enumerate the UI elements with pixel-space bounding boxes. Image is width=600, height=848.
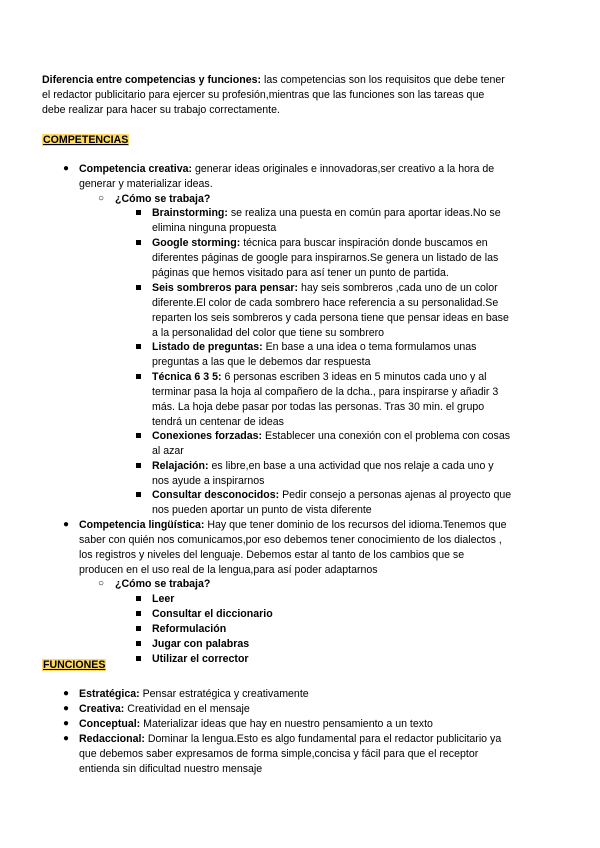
square-bullet-icon	[136, 463, 141, 468]
funcion-item: Conceptual: Materializar ideas que hay en nuestro pensamiento a un texto	[79, 718, 433, 730]
creativa-item-3-line-2: diferente.El color de cada sombrero hace referencia a su personalidad.Se	[152, 297, 499, 309]
linguistica-item: Reformulación	[152, 623, 227, 635]
square-bullet-icon	[136, 240, 141, 245]
bullet-icon: ●	[63, 519, 70, 530]
circle-bullet-icon: ○	[98, 578, 105, 589]
creativa-line-1: Competencia creativa: generar ideas originales e innovadoras,ser creativo a la hora de	[79, 163, 495, 175]
creativa-item-8-line-1: Consultar desconocidos: Pedir consejo a personas ajenas al proyecto que	[152, 489, 512, 501]
creativa-item-7-line-1: Relajación: es libre,en base a una actividad que nos relaje a cada uno y	[152, 460, 494, 472]
square-bullet-icon	[136, 285, 141, 290]
creativa-item-1-line-1: Brainstorming: se realiza una puesta en común para aportar ideas.No se	[152, 207, 501, 219]
intro-line-1: Diferencia entre competencias y funciones: las competencias son los requisitos que debe tener	[42, 74, 505, 86]
creativa-item-4-line-1: Listado de preguntas: En base a una idea o tema formulamos unas	[152, 341, 477, 353]
creativa-item-3-line-1: Seis sombreros para pensar: hay seis sombreros ,cada uno de un color	[152, 282, 498, 294]
linguistica-line-4: producen en el uso real de la lengua,para así poder adaptarnos	[79, 564, 378, 576]
creativa-item-3-line-3: reparten los seis sombreros y cada persona tiene que pensar ideas en base	[152, 312, 509, 324]
bullet-icon: ●	[63, 703, 70, 714]
funciones-heading: FUNCIONES	[43, 659, 106, 671]
linguistica-item: Consultar el diccionario	[152, 608, 273, 620]
creativa-item-2-line-3: páginas que hemos visitado para así tener un punto de partida.	[152, 267, 449, 279]
creativa-item-4-line-2: preguntas a las que le debemos dar respuesta	[152, 356, 371, 368]
square-bullet-icon	[136, 492, 141, 497]
square-bullet-icon	[136, 374, 141, 379]
square-bullet-icon	[136, 210, 141, 215]
square-bullet-icon	[136, 433, 141, 438]
funcion-item: Redaccional: Dominar la lengua.Esto es algo fundamental para el redactor publicitario ya	[79, 733, 502, 745]
intro-line-2: el redactor publicitario para ejercer su profesión,mientras que las funciones son las tareas que	[42, 89, 485, 101]
creativa-item-1-line-2: elimina ninguna propuesta	[152, 222, 277, 234]
circle-bullet-icon: ○	[98, 193, 105, 204]
intro-line-3: debe realizar para hacer su trabajo correctamente.	[42, 104, 280, 116]
creativa-item-5-line-3: más. La hoja debe pasar por todas las personas. Tras 30 min. el grupo	[152, 401, 485, 413]
funcion-item-line-3: entienda sin dificultad nuestro mensaje	[79, 763, 263, 775]
square-bullet-icon	[136, 626, 141, 631]
creativa-item-7-line-2: nos ayude a inspirarnos	[152, 475, 265, 487]
bullet-icon: ●	[63, 718, 70, 729]
bullet-icon: ●	[63, 733, 70, 744]
creativa-item-8-line-2: nos pueden aportar un punto de vista diferente	[152, 504, 372, 516]
intro-label: Diferencia entre competencias y funciones:	[42, 74, 262, 86]
linguistica-line-1: Competencia lingüística: Hay que tener dominio de los recursos del idioma.Tenemos que	[79, 519, 507, 531]
funcion-item-line-2: que debemos saber expresamos de forma simple,concisa y fácil para que el receptor	[79, 748, 479, 760]
creativa-item-2-line-1: Google storming: técnica para buscar inspiración donde buscamos en	[152, 237, 488, 249]
funcion-item: Creativa: Creatividad en el mensaje	[79, 703, 250, 715]
linguistica-item: Leer	[152, 593, 175, 605]
creativa-how-label: ¿Cómo se trabaja?	[115, 193, 211, 205]
funcion-item: Estratégica: Pensar estratégica y creativamente	[79, 688, 309, 700]
bullet-icon: ●	[63, 688, 70, 699]
square-bullet-icon	[136, 656, 141, 661]
square-bullet-icon	[136, 611, 141, 616]
creativa-item-5-line-4: tendrá un centenar de ideas	[152, 416, 284, 428]
linguistica-line-3: los registros y niveles del lenguaje. Debemos estar al tanto de los cambios que se	[79, 549, 465, 561]
competencias-heading: COMPETENCIAS	[43, 134, 129, 146]
creativa-item-5-line-2: terminar pasa la hoja al compañero de la dcha., para inspirarse y añadir 3	[152, 386, 499, 398]
linguistica-item: Jugar con palabras	[152, 638, 250, 650]
creativa-item-5-line-1: Técnica 6 3 5: 6 personas escriben 3 ideas en 5 minutos cada uno y al	[152, 371, 487, 383]
bullet-icon: ●	[63, 163, 70, 174]
linguistica-how-label: ¿Cómo se trabaja?	[115, 578, 211, 590]
linguistica-item: Utilizar el corrector	[152, 653, 249, 665]
square-bullet-icon	[136, 344, 141, 349]
square-bullet-icon	[136, 641, 141, 646]
creativa-item-6-line-2: al azar	[152, 445, 184, 457]
creativa-item-2-line-2: diferentes páginas de google para inspirarnos.Se genera un listado de las	[152, 252, 499, 264]
creativa-item-3-line-4: a la personalidad del color que tiene su sombrero	[152, 327, 385, 339]
creativa-item-6-line-1: Conexiones forzadas: Establecer una conexión con el problema con cosas	[152, 430, 511, 442]
creativa-line-2: generar y materializar ideas.	[79, 178, 213, 190]
square-bullet-icon	[136, 596, 141, 601]
linguistica-line-2: saber con quién nos comunicamos,por eso debemos tener conocimiento de los dialectos ,	[79, 534, 502, 546]
